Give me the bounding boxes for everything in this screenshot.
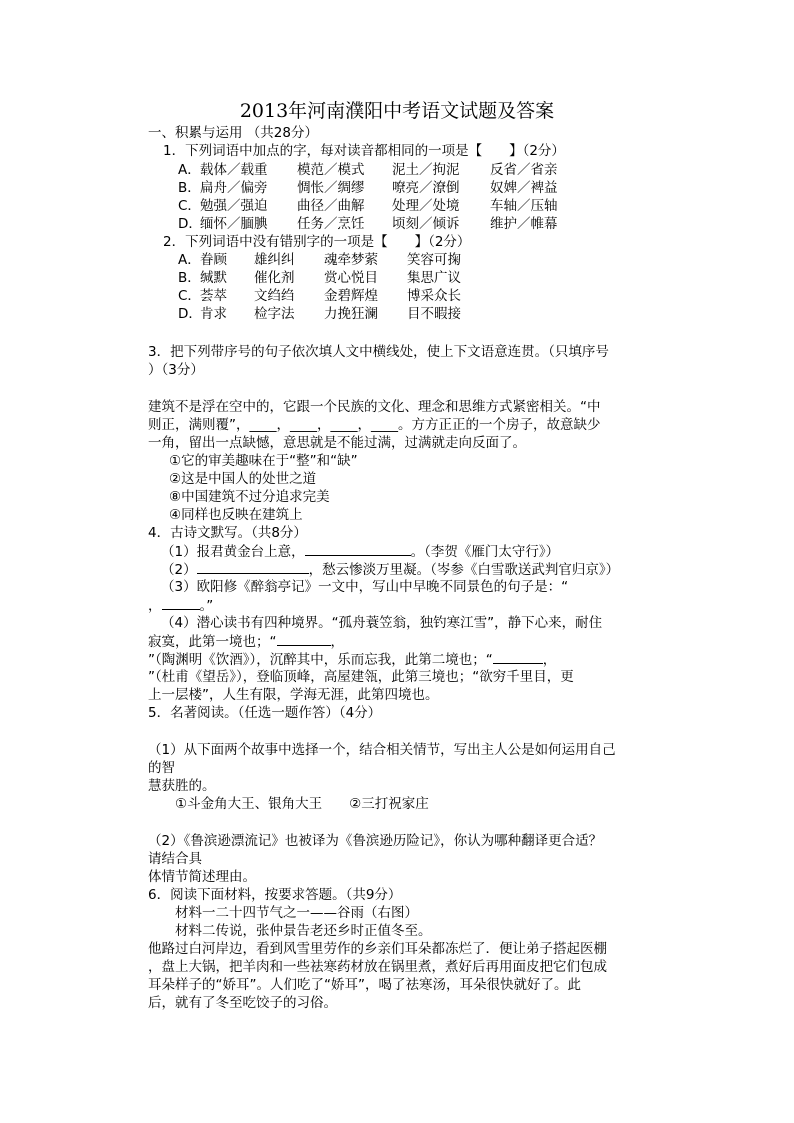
word-pair: 车轴／压轴 bbox=[490, 198, 558, 214]
answer-blank[interactable] bbox=[277, 632, 331, 646]
q6-body-line: 耳朵样子的“娇耳”。人们吃了“娇耳”，喝了祛寒汤，耳朵很快就好了。此 bbox=[148, 977, 581, 993]
question-3-stem-cont: ）（3分） bbox=[148, 362, 204, 378]
line-text: （1）报君黄金台上意， bbox=[161, 544, 305, 560]
q3-sentence-item: ①它的审美趣味在于“整”和“缺” bbox=[169, 453, 358, 469]
word: 目不暇接 bbox=[407, 306, 461, 322]
q5-prompt-line: 的智 bbox=[148, 760, 175, 776]
q5-story-choices: ①斗金角大王、银角大王 ②三打祝家庄 bbox=[175, 796, 429, 812]
page-title: 2013年河南濮阳中考语文试题及答案 bbox=[239, 100, 555, 122]
question-4-stem: 4．古诗文默写。（共8分） bbox=[148, 525, 307, 541]
q4-recite-line bbox=[148, 650, 556, 669]
q3-passage-line: 则正，满则覆”，____，____，____，____。方方正正的一个房子，故意缺少 bbox=[148, 417, 601, 433]
word: 赏心悦目 bbox=[324, 270, 378, 286]
q4-recite-line bbox=[161, 560, 619, 579]
section-heading: 一、积累与运用 （共28分） bbox=[148, 125, 318, 141]
line-text: ， bbox=[148, 598, 162, 614]
line-text: （2） bbox=[161, 562, 197, 578]
word: 雄纠纠 bbox=[254, 252, 295, 268]
q3-sentence-item: ⑧中国建筑不过分追求完美 bbox=[169, 489, 330, 505]
answer-blank[interactable] bbox=[305, 542, 411, 556]
q4-recite-line bbox=[161, 542, 559, 561]
q5-prompt-line: （1）从下面两个故事中选择一个，结合相关情节，写出主人公是如何运用自己 bbox=[148, 742, 616, 758]
word-pair: 维护／帷幕 bbox=[490, 216, 558, 232]
option-letter: C． bbox=[178, 198, 201, 214]
question-1-stem: 1．下列词语中加点的字，每对读音都相同的一项是【 】（2分） bbox=[163, 143, 565, 159]
word: 集思广议 bbox=[407, 270, 461, 286]
word: 文绉绉 bbox=[254, 288, 295, 304]
line-text: ， bbox=[542, 652, 557, 668]
option-letter: A． bbox=[178, 162, 201, 178]
word-pair: 处理／处境 bbox=[392, 198, 460, 214]
q5-prompt-line: 慧获胜的。 bbox=[148, 778, 216, 794]
option-letter: C． bbox=[178, 288, 201, 304]
word: 荟萃 bbox=[200, 288, 227, 304]
line-text: 。” bbox=[199, 598, 214, 614]
word: 金碧辉煌 bbox=[324, 288, 378, 304]
word: 魂牵梦萦 bbox=[324, 252, 378, 268]
option-letter: B． bbox=[178, 180, 201, 196]
q4-recite-line: （3）欧阳修《醉翁亭记》一文中，写山中早晚不同景色的句子是：“ bbox=[161, 579, 569, 595]
word: 检字法 bbox=[254, 306, 295, 322]
word-pair: 嘹亮／潦倒 bbox=[392, 180, 460, 196]
q4-recite-line bbox=[148, 596, 213, 615]
word: 力挽狂澜 bbox=[324, 306, 378, 322]
line-text: ， bbox=[330, 634, 344, 650]
line-text: 。（李贺《雁门太守行》） bbox=[410, 544, 560, 560]
word-pair: 曲径／曲解 bbox=[297, 198, 365, 214]
q6-material-line: 材料一二十四节气之一——谷雨（右图） bbox=[175, 905, 418, 921]
word-pair: 顷刻／倾诉 bbox=[392, 216, 460, 232]
question-3-stem: 3．把下列带序号的句子依次填人文中横线处，使上下文语意连贯。（只填序号 bbox=[148, 344, 609, 360]
option-letter: B． bbox=[178, 270, 201, 286]
q5-prompt-line: 请结合具 bbox=[148, 851, 202, 867]
q3-passage-line: 建筑不是浮在空中的，它跟一个民族的文化、理念和思维方式紧密相关。“中 bbox=[148, 399, 601, 415]
word: 博采众长 bbox=[407, 288, 461, 304]
q4-recite-line: 上一层楼”，人生有限，学海无涯，此第四境也。 bbox=[148, 687, 439, 703]
question-5-stem: 5．名著阅读。（任选一题作答）（4分） bbox=[148, 705, 382, 721]
word-pair: 缅怀／腼腆 bbox=[200, 216, 268, 232]
word-pair: 泥土／拘泥 bbox=[392, 162, 460, 178]
q5-prompt-line: 体情节简述理由。 bbox=[148, 869, 256, 885]
word-pair: 扁舟／偏旁 bbox=[200, 180, 268, 196]
q5-prompt-line: （2）《鲁滨逊漂流记》也被译为《鲁滨逊历险记》，你认为哪种翻译更合适？ bbox=[148, 833, 603, 849]
q4-recite-line bbox=[148, 632, 344, 651]
q6-body-line: ，盘上大锅，把羊肉和一些祛寒药材放在锅里煮，煮好后再用面皮把它们包成 bbox=[148, 959, 607, 975]
word-pair: 反省／省亲 bbox=[490, 162, 558, 178]
q4-recite-line: （4）潜心读书有四种境界。“孤舟蓑笠翁，独钓寒江雪”，静下心来，耐住 bbox=[161, 615, 603, 631]
q3-sentence-item: ④同样也反映在建筑上 bbox=[169, 507, 303, 523]
q3-passage-line: 一角，留出一点缺憾，意思就是不能过满，过满就走向反面了。 bbox=[148, 435, 526, 451]
q6-body-line: 他路过白河岸边，看到风雪里劳作的乡亲们耳朵都冻烂了．便让弟子搭起医棚 bbox=[148, 941, 607, 957]
word-pair: 惆怅／绸缪 bbox=[297, 180, 365, 196]
word: 笑容可掬 bbox=[407, 252, 461, 268]
q6-body-line: 后，就有了冬至吃饺子的习俗。 bbox=[148, 995, 337, 1011]
question-2-stem: 2．下列词语中没有错别字的一项是【 】（2分） bbox=[163, 234, 471, 250]
option-letter: D． bbox=[178, 216, 202, 232]
answer-blank[interactable] bbox=[197, 560, 309, 574]
line-text: ”（陶渊明《饮酒》），沉醉其中，乐而忘我，此第二境也；“ bbox=[148, 652, 493, 668]
question-6-stem: 6．阅读下面材料，按要求答题。（共9分） bbox=[148, 887, 402, 903]
option-letter: D． bbox=[178, 306, 202, 322]
word-pair: 载体／载重 bbox=[200, 162, 268, 178]
word: 缄默 bbox=[200, 270, 227, 286]
q6-material-line: 材料二传说，张仲景告老还乡时正值冬至。 bbox=[175, 923, 432, 939]
line-text: ，愁云惨淡万里凝。（岑参《白雪歌送武判官归京》） bbox=[308, 562, 620, 578]
word: 肯求 bbox=[200, 306, 227, 322]
word-pair: 奴婢／裨益 bbox=[490, 180, 558, 196]
answer-blank[interactable] bbox=[162, 596, 200, 610]
word-pair: 任务／烹饪 bbox=[297, 216, 365, 232]
word-pair: 模范／模式 bbox=[297, 162, 365, 178]
line-text: 寂寞，此第一境也；“ bbox=[148, 634, 277, 650]
word: 催化剂 bbox=[254, 270, 295, 286]
word: 眷顾 bbox=[200, 252, 227, 268]
word-pair: 勉强／强迫 bbox=[200, 198, 268, 214]
q4-recite-line: ”（杜甫《望岳》），登临顶峰，高屋建瓴，此第三境也；“欲穷千里目，更 bbox=[148, 669, 574, 685]
answer-blank[interactable] bbox=[493, 650, 543, 664]
option-letter: A． bbox=[178, 252, 201, 268]
q3-sentence-item: ②这是中国人的处世之道 bbox=[169, 471, 317, 487]
